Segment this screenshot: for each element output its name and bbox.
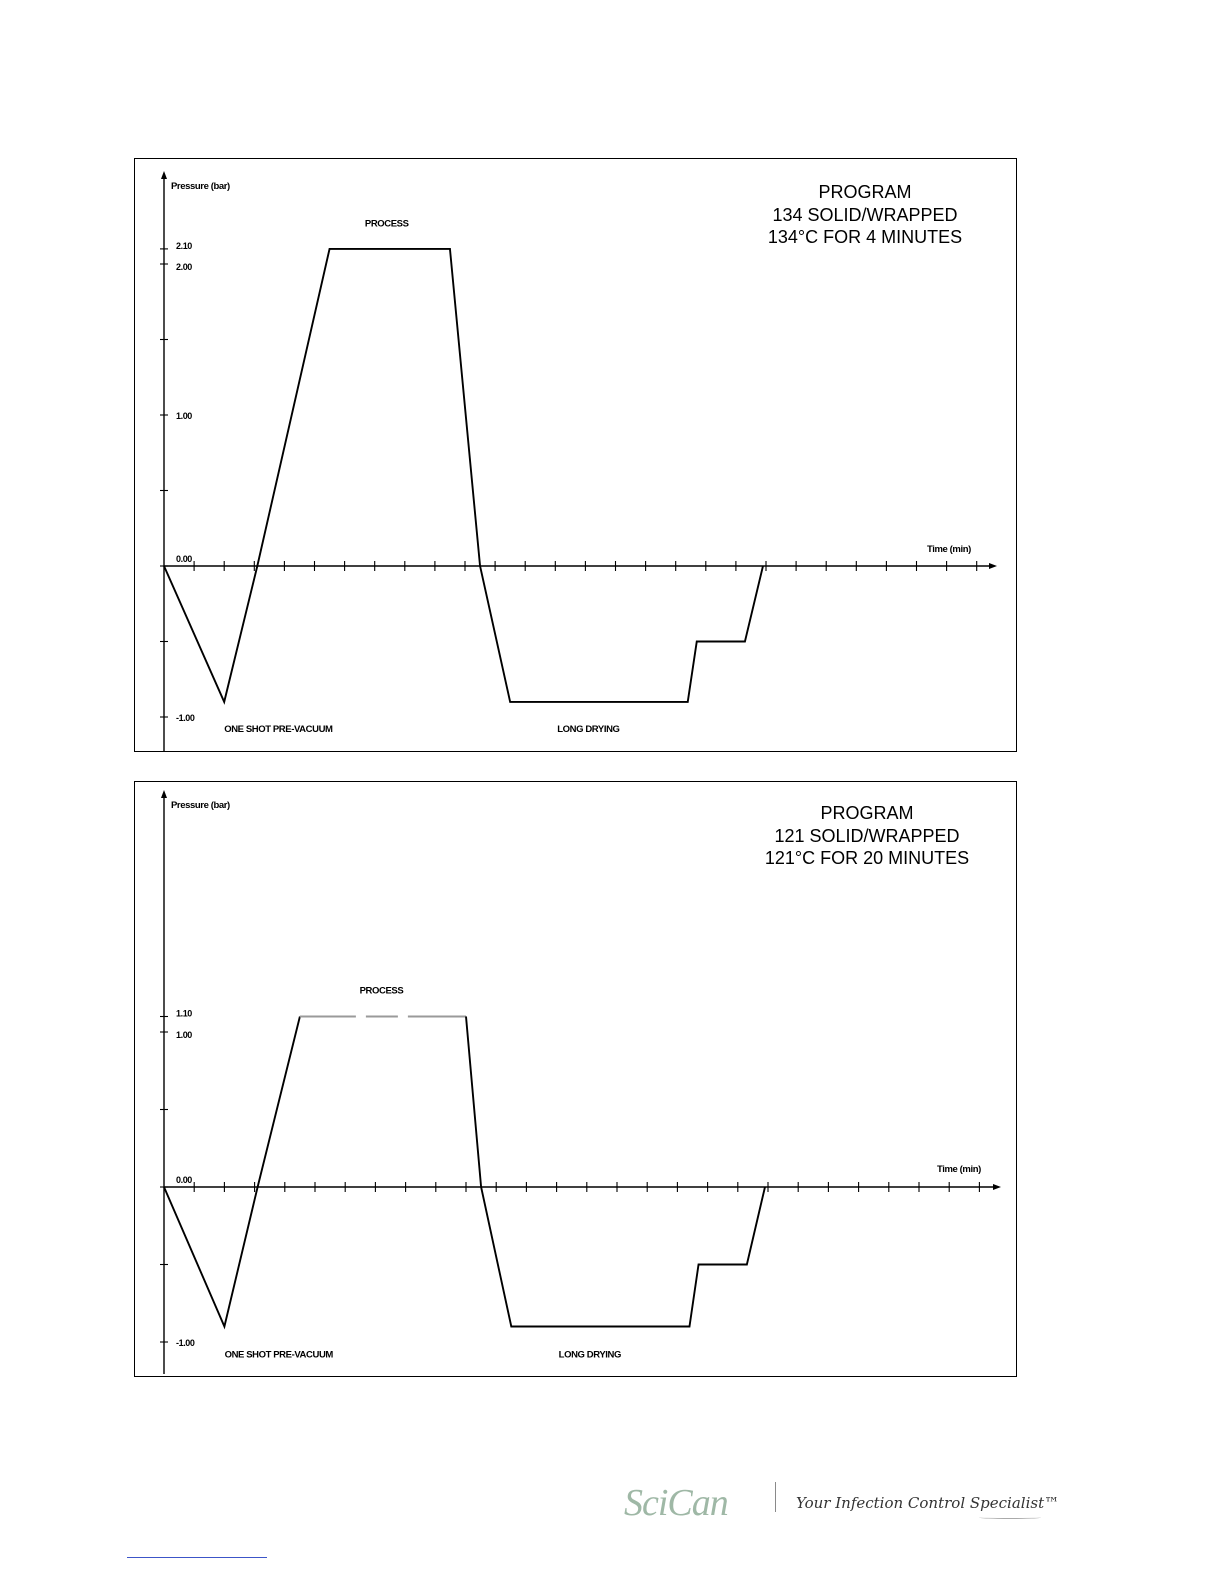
annotation-label: LONG DRYING [558,1349,621,1361]
program-title [705,181,1025,249]
program-title-line: 134°C FOR 4 MINUTES [767,227,963,247]
annotation-label: LONG DRYING [557,724,620,736]
footer-branding [624,1480,1064,1530]
y-tick-label: 0.00 [176,554,192,564]
x-axis-title: Time (min) [927,544,971,555]
tagline-swash [979,1516,1041,1519]
annotation-label: PROCESS [364,218,409,230]
y-tick-label: 1.10 [176,1008,192,1019]
x-axis-arrow-icon [993,1184,1001,1190]
program-title-line: PROGRAM [818,182,912,202]
series-line [164,1017,300,1327]
program-title-line: 134 SOLID/WRAPPED [772,204,958,225]
chart-panel-134 [134,158,1017,752]
y-axis-arrow-icon [161,171,167,179]
series-line [164,249,763,702]
y-tick-label: -1.00 [176,1338,195,1348]
annotation-label: ONE SHOT PRE-VACUUM [224,724,333,736]
y-axis-title: Pressure (bar) [171,800,230,811]
program-title-line: 121°C FOR 20 MINUTES [764,848,970,868]
logo-divider [775,1482,776,1512]
y-tick-label: 1.00 [176,1030,192,1040]
y-tick-label: -1.00 [176,713,195,723]
y-axis-title: Pressure (bar) [171,181,230,192]
annotation-label: ONE SHOT PRE-VACUUM [224,1349,333,1361]
annotation-label: PROCESS [359,985,404,997]
tagline: Your Infection Control Specialist™ [796,1494,1060,1512]
link-underline [127,1557,267,1558]
y-tick-label: 0.00 [176,1175,192,1185]
y-tick-label: 2.00 [176,262,192,272]
y-tick-label: 2.10 [176,240,192,251]
chart-panel-121 [134,781,1017,1377]
program-title-line: 121 SOLID/WRAPPED [774,825,960,846]
y-tick-label: 1.00 [176,411,192,421]
program-title-line: PROGRAM [820,803,914,823]
x-axis-arrow-icon [989,563,997,569]
y-axis-arrow-icon [161,790,167,798]
x-axis-title: Time (min) [937,1164,981,1175]
series-line [466,1017,765,1327]
scican-logo: SciCan [624,1482,728,1524]
chart-svg [135,782,1016,1376]
program-title [707,802,1027,870]
